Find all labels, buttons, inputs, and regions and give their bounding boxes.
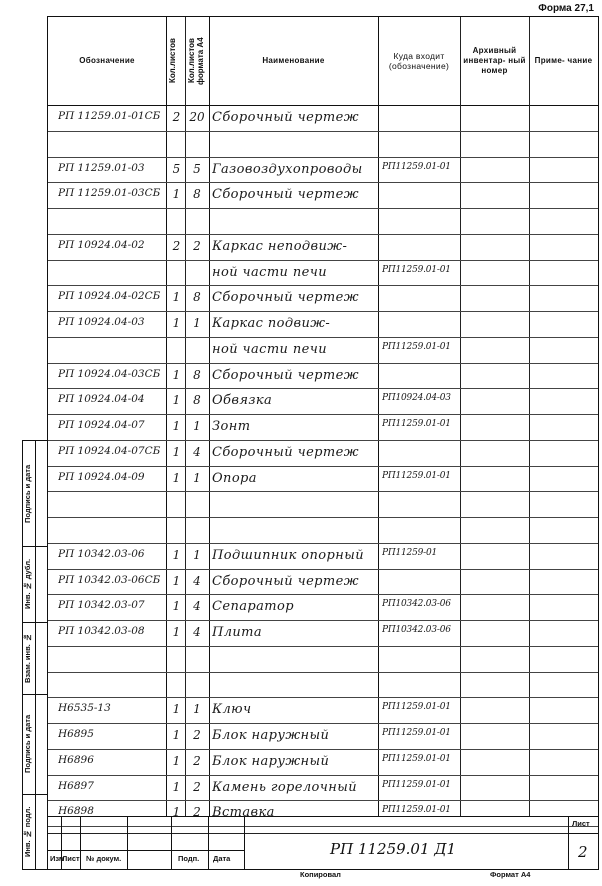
cell-kol-a4: 1 — [193, 419, 201, 433]
row-divider — [48, 208, 598, 209]
cell-oboznachenie: РП 10924.04-02СБ — [58, 290, 161, 303]
cell-naimenovanie: Плита — [212, 625, 263, 640]
cell-kol-listov: 1 — [172, 419, 181, 433]
header-oboznachenie: Обозначение — [79, 56, 135, 65]
cell-kol-listov: 2 — [172, 238, 181, 253]
cell-kuda-vhodit: РП11259.01-01 — [382, 161, 451, 172]
cell-kol-a4: 2 — [193, 728, 201, 742]
row-divider — [48, 800, 598, 801]
row-divider — [48, 723, 598, 724]
cell-oboznachenie: РП 10342.03-08 — [58, 625, 145, 637]
cell-kuda-vhodit: РП11259.01-01 — [382, 779, 451, 790]
cell-oboznachenie: РП 10924.04-02 — [58, 238, 145, 251]
row-divider — [48, 620, 598, 621]
form-label: Форма 27,1 — [538, 3, 594, 14]
row-divider — [48, 569, 598, 570]
cell-kuda-vhodit: РП11259.01-01 — [382, 702, 451, 713]
cell-kol-listov: 1 — [172, 187, 181, 202]
strip-inv-podl: Инв. № подл. — [23, 806, 32, 857]
cell-oboznachenie: РП 10342.03-07 — [58, 599, 145, 612]
stamp-data: Дата — [213, 854, 231, 863]
cell-naimenovanie: Каркас неподвиж- — [212, 238, 348, 254]
cell-kol-a4: 5 — [193, 161, 201, 176]
cell-oboznachenie: РП 10342.03-06СБ — [58, 573, 161, 586]
row-divider — [48, 517, 598, 518]
row-divider — [48, 157, 598, 158]
cell-kol-a4: 1 — [193, 316, 201, 330]
cell-naimenovanie: Вставка — [212, 805, 275, 821]
left-strip — [22, 440, 48, 870]
cell-kuda-vhodit: РП11259-01 — [382, 547, 438, 558]
cell-oboznachenie: Н6895 — [58, 728, 94, 740]
cell-kol-a4: 20 — [189, 110, 205, 124]
cell-kuda-vhodit: РП11259.01-01 — [382, 728, 451, 738]
row-divider — [48, 466, 598, 467]
cell-kol-a4: 1 — [193, 702, 201, 717]
cell-kuda-vhodit: РП11259.01-01 — [382, 419, 451, 429]
cell-kol-a4: 2 — [193, 753, 201, 768]
cell-naimenovanie: ной части печи — [212, 264, 327, 280]
cell-naimenovanie: Блок наружный — [212, 728, 330, 743]
cell-naimenovanie: Подшипник опорный — [212, 547, 364, 563]
cell-kol-a4: 8 — [193, 367, 201, 382]
cell-oboznachenie: РП 11259.01-03СБ — [58, 187, 161, 200]
row-divider — [48, 234, 598, 235]
cell-kuda-vhodit: РП11259.01-01 — [382, 264, 451, 275]
stamp-n-dokum: № докум. — [86, 854, 122, 863]
cell-kol-listov: 1 — [172, 728, 181, 742]
row-divider — [48, 646, 598, 647]
cell-kol-listov: 1 — [172, 702, 181, 717]
header-naimenovanie: Наименование — [262, 56, 325, 65]
cell-kol-a4: 4 — [193, 599, 201, 614]
cell-kol-listov: 1 — [172, 573, 181, 588]
strip-podpis-data-1: Подпись и дата — [23, 464, 32, 523]
cell-kol-a4: 4 — [193, 573, 201, 588]
cell-oboznachenie: РП 11259.01-03 — [58, 161, 145, 174]
cell-kol-a4: 8 — [193, 393, 201, 408]
cell-naimenovanie: Ключ — [212, 702, 252, 718]
row-divider — [48, 311, 598, 312]
cell-kol-listov: 1 — [172, 367, 181, 382]
cell-kol-listov: 2 — [172, 110, 181, 124]
row-divider — [48, 131, 598, 132]
cell-kol-listov: 1 — [172, 547, 181, 562]
cell-oboznachenie: РП 10924.04-03СБ — [58, 367, 161, 380]
cell-kol-listov: 1 — [172, 625, 181, 639]
header-primechanie: Приме- чание — [534, 56, 593, 65]
cell-naimenovanie: Сборочный чертеж — [212, 290, 359, 306]
cell-kol-a4: 8 — [193, 187, 201, 202]
row-divider — [48, 285, 598, 286]
cell-naimenovanie: Сборочный чертеж — [212, 367, 359, 383]
stamp-list-label: Лист — [572, 819, 590, 828]
row-divider — [48, 260, 598, 261]
cell-naimenovanie: Опора — [212, 470, 257, 486]
cell-naimenovanie: Сборочный чертеж — [212, 573, 359, 589]
cell-naimenovanie: Сборочный чертеж — [212, 110, 359, 125]
cell-oboznachenie: РП 10924.04-07 — [58, 419, 145, 431]
spec-sheet — [47, 16, 599, 870]
cell-oboznachenie: Н6535-13 — [58, 702, 111, 715]
cell-kol-a4: 1 — [193, 547, 201, 562]
cell-naimenovanie: Зонт — [212, 419, 251, 434]
row-divider — [48, 672, 598, 673]
cell-oboznachenie: РП 11259.01-01СБ — [58, 110, 161, 122]
header-kuda-vhodit: Куда входит (обозначение) — [388, 51, 450, 71]
cell-kol-listov: 1 — [172, 316, 181, 330]
cell-oboznachenie: Н6896 — [58, 753, 94, 766]
row-divider — [48, 388, 598, 389]
cell-kol-a4: 2 — [193, 779, 201, 794]
cell-kol-a4: 4 — [193, 444, 201, 459]
row-divider — [48, 749, 598, 750]
cell-kuda-vhodit: РП11259.01-01 — [382, 341, 451, 352]
cell-naimenovanie: Сепаратор — [212, 599, 294, 615]
row-divider — [48, 337, 598, 338]
cell-naimenovanie: Сборочный чертеж — [212, 187, 359, 203]
cell-kuda-vhodit: РП10342.03-06 — [382, 625, 451, 635]
cell-oboznachenie: РП 10924.04-09 — [58, 470, 145, 483]
cell-naimenovanie: ной части печи — [212, 341, 327, 357]
cell-kuda-vhodit: РП11259.01-01 — [382, 805, 451, 816]
cell-naimenovanie: Газовоздухопроводы — [212, 161, 363, 177]
row-divider — [48, 775, 598, 776]
cell-oboznachenie: РП 10924.04-03 — [58, 316, 145, 328]
cell-kol-listov: 1 — [172, 444, 181, 459]
cell-kol-listov: 1 — [172, 805, 181, 820]
row-divider — [48, 543, 598, 544]
cell-kuda-vhodit: РП11259.01-01 — [382, 470, 451, 481]
stamp-podp: Подп. — [178, 854, 200, 863]
cell-kuda-vhodit: РП11259.01-01 — [382, 753, 451, 764]
cell-kol-a4: 2 — [193, 805, 201, 820]
footer-kopiroval: Копировал — [300, 870, 341, 879]
cell-kol-listov: 5 — [172, 161, 181, 176]
cell-naimenovanie: Обвязка — [212, 393, 273, 409]
cell-oboznachenie: РП 10342.03-06 — [58, 547, 145, 560]
row-divider — [48, 363, 598, 364]
cell-naimenovanie: Блок наружный — [212, 753, 330, 769]
row-divider — [48, 594, 598, 595]
strip-vzam-inv: Взам. инв. № — [23, 633, 32, 683]
title-block — [48, 816, 598, 869]
strip-podpis-data-2: Подпись и дата — [23, 714, 32, 774]
stamp-list: Лист — [62, 854, 80, 863]
cell-kol-listov: 1 — [172, 393, 181, 408]
cell-oboznachenie: РП 10924.04-04 — [58, 393, 145, 406]
cell-kol-listov: 1 — [172, 753, 181, 768]
cell-kol-listov: 1 — [172, 290, 181, 305]
cell-kol-a4: 1 — [193, 470, 201, 485]
cell-kol-a4: 4 — [193, 625, 201, 639]
cell-kuda-vhodit: РП10924.04-03 — [382, 393, 451, 404]
cell-naimenovanie: Каркас подвиж- — [212, 316, 331, 331]
strip-inv-dubl: Инв. № дубл. — [23, 558, 32, 610]
row-divider — [48, 414, 598, 415]
header-kol-listov: Кол.листов — [168, 38, 177, 84]
cell-naimenovanie: Сборочный чертеж — [212, 444, 359, 460]
row-divider — [48, 182, 598, 183]
header-arhivny: Архивный инвентар- ный номер — [463, 46, 526, 75]
cell-oboznachenie: Н6898 — [58, 805, 94, 818]
cell-kol-listov: 1 — [172, 470, 181, 485]
cell-kol-listov: 1 — [172, 779, 181, 794]
cell-oboznachenie: РП 10924.04-07СБ — [58, 444, 161, 457]
cell-kol-a4: 2 — [193, 238, 201, 253]
cell-naimenovanie: Камень горелочный — [212, 779, 357, 795]
stamp-document-code: РП 11259.01 Д1 — [330, 840, 457, 858]
cell-kuda-vhodit: РП10342.03-06 — [382, 599, 451, 610]
footer-format: Формат А4 — [490, 870, 531, 879]
cell-oboznachenie: Н6897 — [58, 779, 94, 792]
row-divider — [48, 697, 598, 698]
row-divider — [48, 491, 598, 492]
cell-kol-listov: 1 — [172, 599, 181, 614]
row-divider — [48, 440, 598, 441]
stamp-list-number: 2 — [578, 843, 588, 861]
stamp-izm: Изм — [50, 854, 65, 863]
header-kol-a4: Кол.листов формата А4 — [187, 37, 205, 85]
cell-kol-a4: 8 — [193, 290, 201, 305]
